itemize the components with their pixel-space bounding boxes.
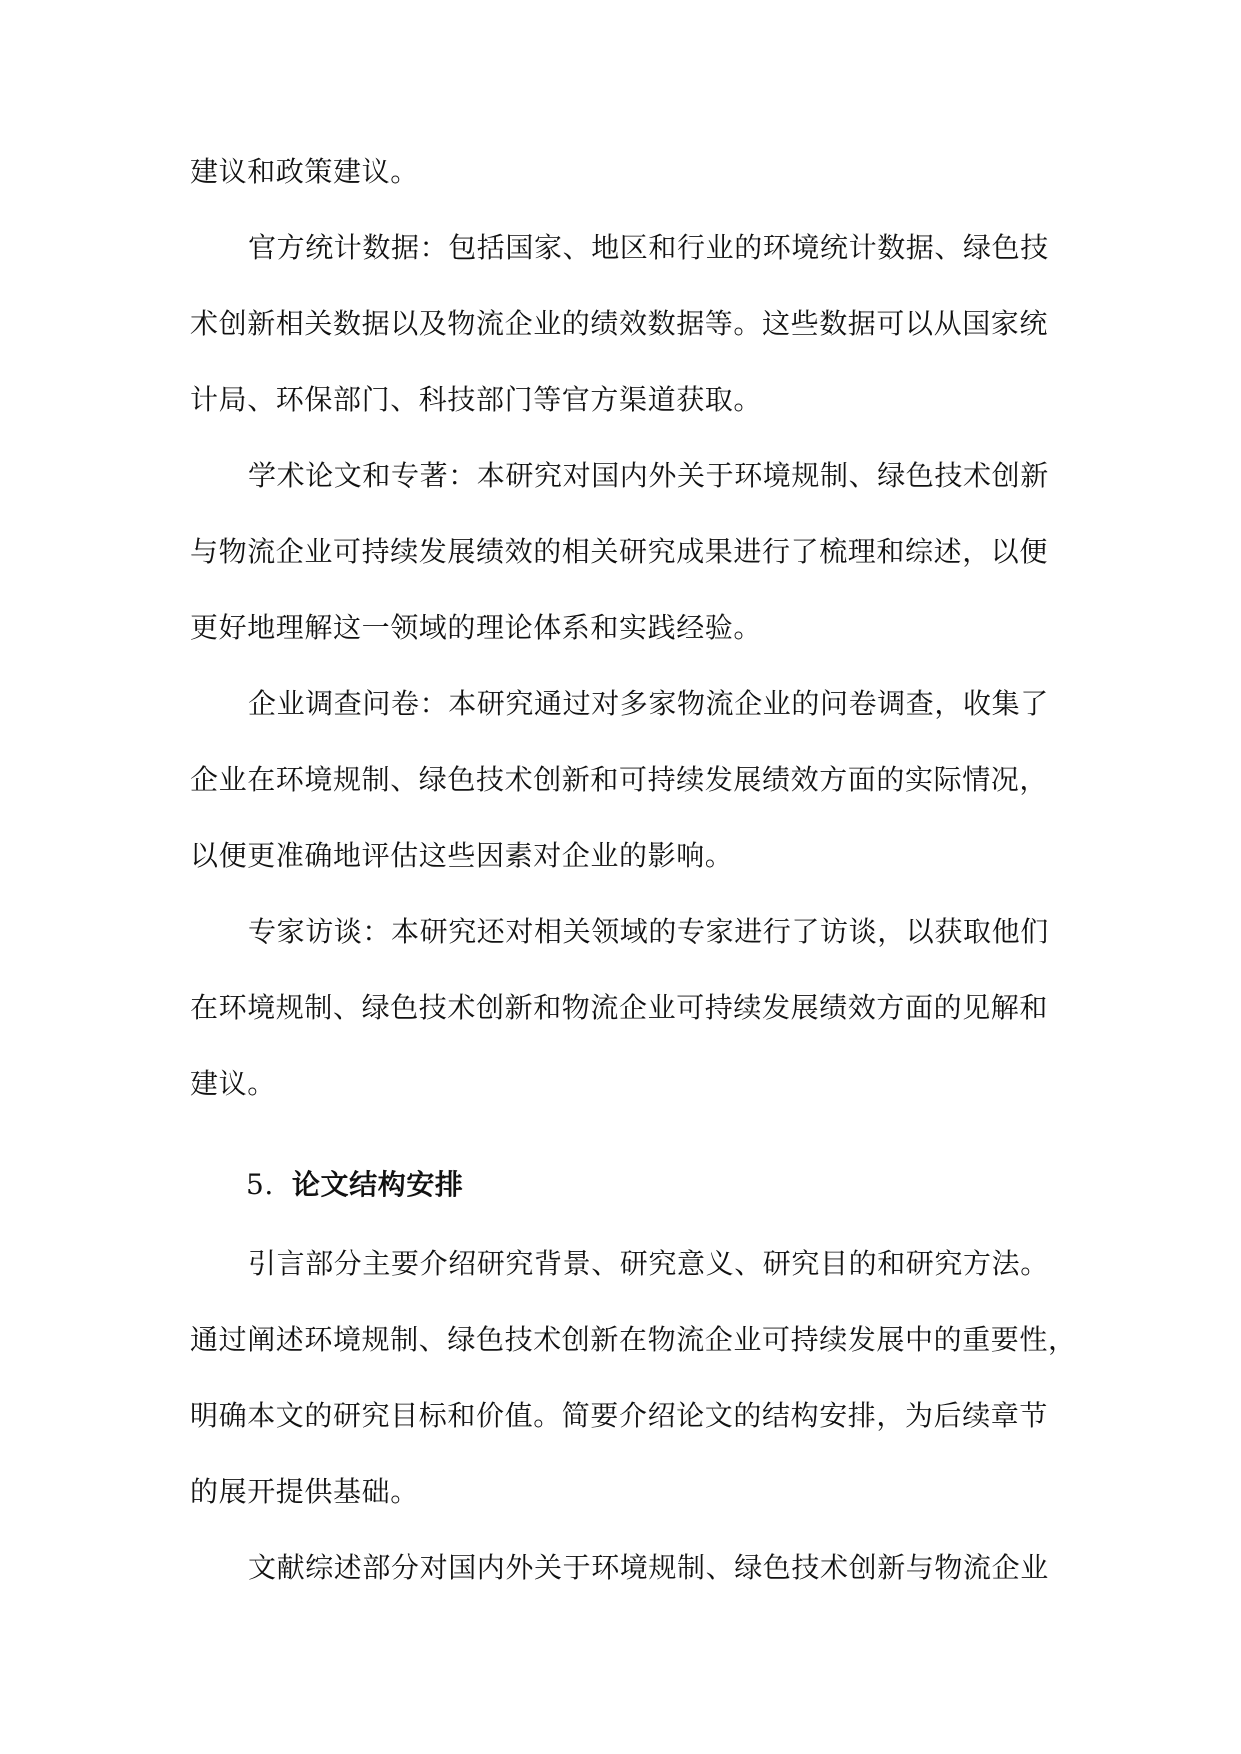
document-body: [190, 140, 1077, 1612]
text-line: 学术论文和专著：本研究对国内外关于环境规制、绿色技术创新: [248, 459, 1049, 492]
paragraph-expert-interview: [190, 900, 1052, 1128]
text-line: 文献综述部分对国内外关于环境规制、绿色技术创新与物流企业: [248, 1551, 1049, 1584]
paragraph-academic-papers: [190, 444, 1052, 672]
text-line: 更好地理解这一领域的理论体系和实践经验。: [190, 611, 763, 644]
text-line: 明确本文的研究目标和价值。简要介绍论文的结构安排，为后续章节: [190, 1399, 1049, 1432]
text-line: 以便更准确地评估这些因素对企业的影响。: [190, 839, 734, 872]
text-line: 专家访谈：本研究还对相关领域的专家进行了访谈，以获取他们: [248, 915, 1049, 948]
text-line: 企业调查问卷：本研究通过对多家物流企业的问卷调查，收集了: [248, 687, 1049, 720]
paragraph-enterprise-survey: [190, 672, 1052, 900]
text-line: 建议和政策建议。: [190, 155, 419, 188]
text-line: 官方统计数据：包括国家、地区和行业的环境统计数据、绿色技: [248, 231, 1049, 264]
paragraph-continuation: [190, 140, 1052, 216]
text-line: 计局、环保部门、科技部门等官方渠道获取。: [190, 383, 763, 416]
text-line: 与物流企业可持续发展绩效的相关研究成果进行了梳理和综述，以便: [190, 535, 1049, 568]
text-line: 通过阐述环境规制、绿色技术创新在物流企业可持续发展中的重要性，: [190, 1323, 1077, 1356]
text-line: 的展开提供基础。: [190, 1475, 419, 1508]
paragraph-introduction-structure: [190, 1232, 1077, 1536]
section-number: 5.: [246, 1168, 274, 1201]
text-line: 建议。: [190, 1067, 276, 1100]
paragraph-official-statistics: [190, 216, 1052, 444]
paragraph-literature-review: [190, 1536, 1052, 1612]
section-spacer: [190, 1128, 1052, 1152]
section-heading: [190, 1152, 1052, 1232]
text-line: 引言部分主要介绍研究背景、研究意义、研究目的和研究方法。: [248, 1247, 1049, 1280]
text-line: 在环境规制、绿色技术创新和物流企业可持续发展绩效方面的见解和: [190, 991, 1049, 1024]
section-title: 论文结构安排: [291, 1168, 464, 1201]
text-line: 企业在环境规制、绿色技术创新和可持续发展绩效方面的实际情况，: [190, 763, 1049, 796]
text-line: 术创新相关数据以及物流企业的绩效数据等。这些数据可以从国家统: [190, 307, 1049, 340]
